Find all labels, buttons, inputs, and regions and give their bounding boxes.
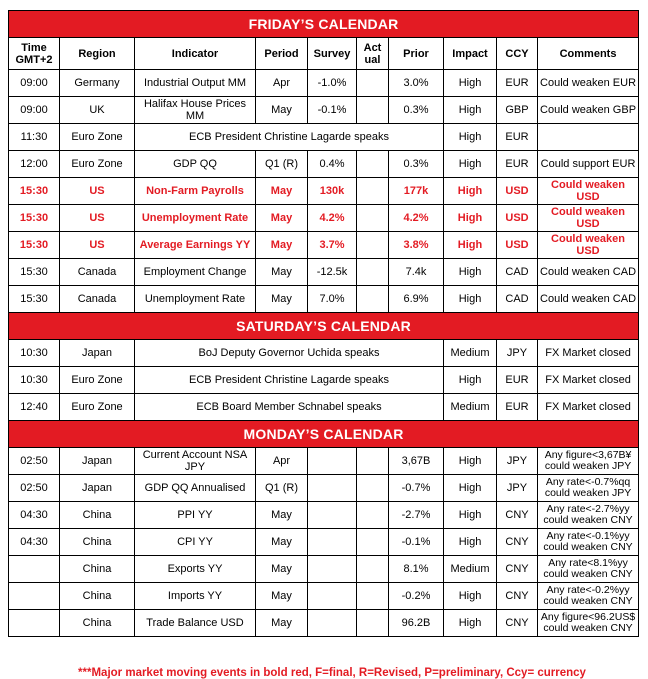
cell-indicator: PPI YY xyxy=(135,502,256,529)
cell-time: 10:30 xyxy=(9,340,60,367)
cell-ccy: CNY xyxy=(497,556,538,583)
table-row xyxy=(9,205,639,232)
cell-comments: Could weaken EUR xyxy=(538,70,639,97)
cell-survey: 7.0% xyxy=(308,286,357,313)
cell-region: Euro Zone xyxy=(60,151,135,178)
cell-impact: High xyxy=(444,70,497,97)
cell-indicator: Employment Change xyxy=(135,259,256,286)
cell-survey: -0.1% xyxy=(308,97,357,124)
cell-impact: High xyxy=(444,502,497,529)
cell-ccy: JPY xyxy=(497,448,538,475)
cell-period: May xyxy=(256,205,308,232)
cell-survey xyxy=(308,556,357,583)
header-impact: Impact xyxy=(444,38,497,70)
cell-time: 15:30 xyxy=(9,286,60,313)
cell-time: 15:30 xyxy=(9,178,60,205)
cell-prior: -0.1% xyxy=(389,529,444,556)
header-period: Period xyxy=(256,38,308,70)
cell-indicator: Trade Balance USD xyxy=(135,610,256,637)
cell-period: May xyxy=(256,178,308,205)
header-actual: Act ual xyxy=(357,38,389,70)
table-row xyxy=(9,259,639,286)
table-row xyxy=(9,151,639,178)
cell-prior: 177k xyxy=(389,178,444,205)
header-ccy: CCY xyxy=(497,38,538,70)
cell-impact: High xyxy=(444,286,497,313)
cell-region: China xyxy=(60,583,135,610)
cell-ccy: CNY xyxy=(497,583,538,610)
cell-ccy: CNY xyxy=(497,502,538,529)
table-row xyxy=(9,97,639,124)
cell-survey xyxy=(308,502,357,529)
cell-time: 12:40 xyxy=(9,394,60,421)
cell-region: China xyxy=(60,529,135,556)
cell-actual xyxy=(357,151,389,178)
cell-actual xyxy=(357,97,389,124)
cell-indicator: Current Account NSA JPY xyxy=(135,448,256,475)
cell-ccy: CAD xyxy=(497,286,538,313)
cell-indicator: Industrial Output MM xyxy=(135,70,256,97)
header-region: Region xyxy=(60,38,135,70)
cell-time: 15:30 xyxy=(9,259,60,286)
cell-indicator: ECB President Christine Lagarde speaks xyxy=(135,367,444,394)
economic-calendar xyxy=(8,10,638,679)
header-survey: Survey xyxy=(308,38,357,70)
cell-comments: Could weaken USD xyxy=(538,232,639,259)
cell-region: Japan xyxy=(60,340,135,367)
cell-time: 11:30 xyxy=(9,124,60,151)
cell-period: May xyxy=(256,97,308,124)
cell-impact: High xyxy=(444,97,497,124)
section-header-friday xyxy=(9,11,639,38)
cell-ccy: USD xyxy=(497,232,538,259)
section-title: FRIDAY’S CALENDAR xyxy=(9,11,639,38)
cell-prior: 4.2% xyxy=(389,205,444,232)
table-row xyxy=(9,367,639,394)
cell-impact: High xyxy=(444,529,497,556)
column-header-row xyxy=(9,38,639,70)
cell-impact: High xyxy=(444,610,497,637)
cell-ccy: JPY xyxy=(497,340,538,367)
cell-region: US xyxy=(60,178,135,205)
cell-actual xyxy=(357,448,389,475)
cell-time: 10:30 xyxy=(9,367,60,394)
cell-time: 04:30 xyxy=(9,502,60,529)
cell-region: Euro Zone xyxy=(60,394,135,421)
cell-region: UK xyxy=(60,97,135,124)
cell-ccy: CNY xyxy=(497,529,538,556)
cell-period: May xyxy=(256,583,308,610)
cell-comments: FX Market closed xyxy=(538,367,639,394)
cell-actual xyxy=(357,556,389,583)
cell-comments: Could weaken GBP xyxy=(538,97,639,124)
cell-prior: 7.4k xyxy=(389,259,444,286)
cell-comments: Any figure<96.2US$ could weaken CNY xyxy=(538,610,639,637)
cell-indicator: CPI YY xyxy=(135,529,256,556)
table-row xyxy=(9,394,639,421)
cell-indicator: BoJ Deputy Governor Uchida speaks xyxy=(135,340,444,367)
cell-period: May xyxy=(256,529,308,556)
cell-ccy: EUR xyxy=(497,151,538,178)
cell-time: 15:30 xyxy=(9,232,60,259)
cell-prior: 8.1% xyxy=(389,556,444,583)
table-row xyxy=(9,286,639,313)
cell-period: May xyxy=(256,610,308,637)
cell-impact: High xyxy=(444,475,497,502)
cell-indicator: GDP QQ xyxy=(135,151,256,178)
cell-period: May xyxy=(256,556,308,583)
cell-comments: Could weaken CAD xyxy=(538,259,639,286)
cell-time: 02:50 xyxy=(9,448,60,475)
cell-prior: 0.3% xyxy=(389,151,444,178)
cell-period: May xyxy=(256,502,308,529)
cell-period: Apr xyxy=(256,448,308,475)
cell-time: 09:00 xyxy=(9,97,60,124)
cell-region: Japan xyxy=(60,475,135,502)
cell-indicator: Unemployment Rate xyxy=(135,286,256,313)
cell-period: May xyxy=(256,232,308,259)
cell-actual xyxy=(357,286,389,313)
cell-indicator: Halifax House Prices MM xyxy=(135,97,256,124)
cell-prior: 3.0% xyxy=(389,70,444,97)
cell-region: China xyxy=(60,556,135,583)
cell-indicator: Average Earnings YY xyxy=(135,232,256,259)
header-indicator: Indicator xyxy=(135,38,256,70)
calendar-table xyxy=(8,10,639,637)
table-row xyxy=(9,70,639,97)
cell-comments: Any rate<8.1%yy could weaken CNY xyxy=(538,556,639,583)
cell-comments: Could weaken USD xyxy=(538,205,639,232)
cell-region: Euro Zone xyxy=(60,124,135,151)
cell-ccy: USD xyxy=(497,205,538,232)
cell-time: 09:00 xyxy=(9,70,60,97)
cell-prior: 0.3% xyxy=(389,97,444,124)
table-row xyxy=(9,448,639,475)
cell-comments: Could support EUR xyxy=(538,151,639,178)
cell-region: Canada xyxy=(60,286,135,313)
cell-period: Apr xyxy=(256,70,308,97)
cell-survey: -1.0% xyxy=(308,70,357,97)
cell-survey: 0.4% xyxy=(308,151,357,178)
header-prior: Prior xyxy=(389,38,444,70)
cell-comments: Any rate<-0.2%yy could weaken CNY xyxy=(538,583,639,610)
cell-indicator: ECB President Christine Lagarde speaks xyxy=(135,124,444,151)
cell-region: Japan xyxy=(60,448,135,475)
cell-impact: High xyxy=(444,124,497,151)
cell-ccy: GBP xyxy=(497,97,538,124)
section-header-monday xyxy=(9,421,639,448)
table-row xyxy=(9,475,639,502)
cell-comments: Any rate<-0.7%qq could weaken JPY xyxy=(538,475,639,502)
cell-prior: 6.9% xyxy=(389,286,444,313)
cell-actual xyxy=(357,610,389,637)
cell-comments: Any rate<-2.7%yy could weaken CNY xyxy=(538,502,639,529)
cell-indicator: Non-Farm Payrolls xyxy=(135,178,256,205)
cell-indicator: ECB Board Member Schnabel speaks xyxy=(135,394,444,421)
cell-prior: 3,67B xyxy=(389,448,444,475)
cell-region: China xyxy=(60,610,135,637)
cell-impact: High xyxy=(444,259,497,286)
cell-ccy: USD xyxy=(497,178,538,205)
table-row xyxy=(9,583,639,610)
cell-actual xyxy=(357,583,389,610)
cell-actual xyxy=(357,529,389,556)
cell-indicator: Unemployment Rate xyxy=(135,205,256,232)
cell-survey: 4.2% xyxy=(308,205,357,232)
cell-period: Q1 (R) xyxy=(256,151,308,178)
cell-survey xyxy=(308,610,357,637)
cell-ccy: EUR xyxy=(497,394,538,421)
cell-comments: FX Market closed xyxy=(538,394,639,421)
table-row xyxy=(9,124,639,151)
cell-time xyxy=(9,610,60,637)
cell-actual xyxy=(357,70,389,97)
cell-impact: High xyxy=(444,151,497,178)
cell-region: US xyxy=(60,232,135,259)
cell-survey: 130k xyxy=(308,178,357,205)
header-time: Time GMT+2 xyxy=(9,38,60,70)
cell-region: China xyxy=(60,502,135,529)
cell-impact: High xyxy=(444,367,497,394)
section-header-saturday xyxy=(9,313,639,340)
cell-indicator: Imports YY xyxy=(135,583,256,610)
cell-impact: Medium xyxy=(444,394,497,421)
cell-impact: High xyxy=(444,448,497,475)
cell-survey xyxy=(308,583,357,610)
cell-ccy: EUR xyxy=(497,70,538,97)
cell-survey xyxy=(308,475,357,502)
cell-comments: Could weaken USD xyxy=(538,178,639,205)
cell-impact: High xyxy=(444,178,497,205)
cell-ccy: CAD xyxy=(497,259,538,286)
cell-time: 02:50 xyxy=(9,475,60,502)
cell-impact: High xyxy=(444,232,497,259)
footer-note: ***Major market moving events in bold red, F=final, R=Revised, P=preliminary, Ccy= currency xyxy=(78,667,586,679)
cell-actual xyxy=(357,259,389,286)
cell-comments: FX Market closed xyxy=(538,340,639,367)
cell-period: May xyxy=(256,286,308,313)
cell-impact: Medium xyxy=(444,556,497,583)
table-row xyxy=(9,556,639,583)
cell-period: May xyxy=(256,259,308,286)
cell-impact: Medium xyxy=(444,340,497,367)
cell-period: Q1 (R) xyxy=(256,475,308,502)
cell-ccy: EUR xyxy=(497,367,538,394)
cell-ccy: JPY xyxy=(497,475,538,502)
cell-ccy: EUR xyxy=(497,124,538,151)
table-row xyxy=(9,340,639,367)
cell-indicator: Exports YY xyxy=(135,556,256,583)
table-row xyxy=(9,502,639,529)
cell-comments: Any rate<-0.1%yy could weaken CNY xyxy=(538,529,639,556)
section-title: SATURDAY’S CALENDAR xyxy=(9,313,639,340)
cell-survey xyxy=(308,448,357,475)
cell-time: 12:00 xyxy=(9,151,60,178)
cell-comments xyxy=(538,124,639,151)
table-row xyxy=(9,232,639,259)
cell-indicator: GDP QQ Annualised xyxy=(135,475,256,502)
table-row xyxy=(9,610,639,637)
cell-region: Germany xyxy=(60,70,135,97)
cell-actual xyxy=(357,178,389,205)
cell-region: US xyxy=(60,205,135,232)
cell-actual xyxy=(357,502,389,529)
cell-actual xyxy=(357,205,389,232)
cell-time xyxy=(9,583,60,610)
cell-comments: Any figure<3,67B¥ could weaken JPY xyxy=(538,448,639,475)
cell-survey xyxy=(308,529,357,556)
cell-comments: Could weaken CAD xyxy=(538,286,639,313)
cell-region: Canada xyxy=(60,259,135,286)
table-row xyxy=(9,178,639,205)
cell-time: 04:30 xyxy=(9,529,60,556)
cell-prior: -2.7% xyxy=(389,502,444,529)
cell-ccy: CNY xyxy=(497,610,538,637)
cell-actual xyxy=(357,475,389,502)
cell-impact: High xyxy=(444,205,497,232)
cell-survey: -12.5k xyxy=(308,259,357,286)
cell-prior: -0.2% xyxy=(389,583,444,610)
header-comments: Comments xyxy=(538,38,639,70)
cell-region: Euro Zone xyxy=(60,367,135,394)
cell-time xyxy=(9,556,60,583)
cell-survey: 3.7% xyxy=(308,232,357,259)
cell-impact: High xyxy=(444,583,497,610)
cell-time: 15:30 xyxy=(9,205,60,232)
cell-prior: 96.2B xyxy=(389,610,444,637)
cell-actual xyxy=(357,232,389,259)
table-row xyxy=(9,529,639,556)
cell-prior: 3.8% xyxy=(389,232,444,259)
section-title: MONDAY’S CALENDAR xyxy=(9,421,639,448)
cell-prior: -0.7% xyxy=(389,475,444,502)
